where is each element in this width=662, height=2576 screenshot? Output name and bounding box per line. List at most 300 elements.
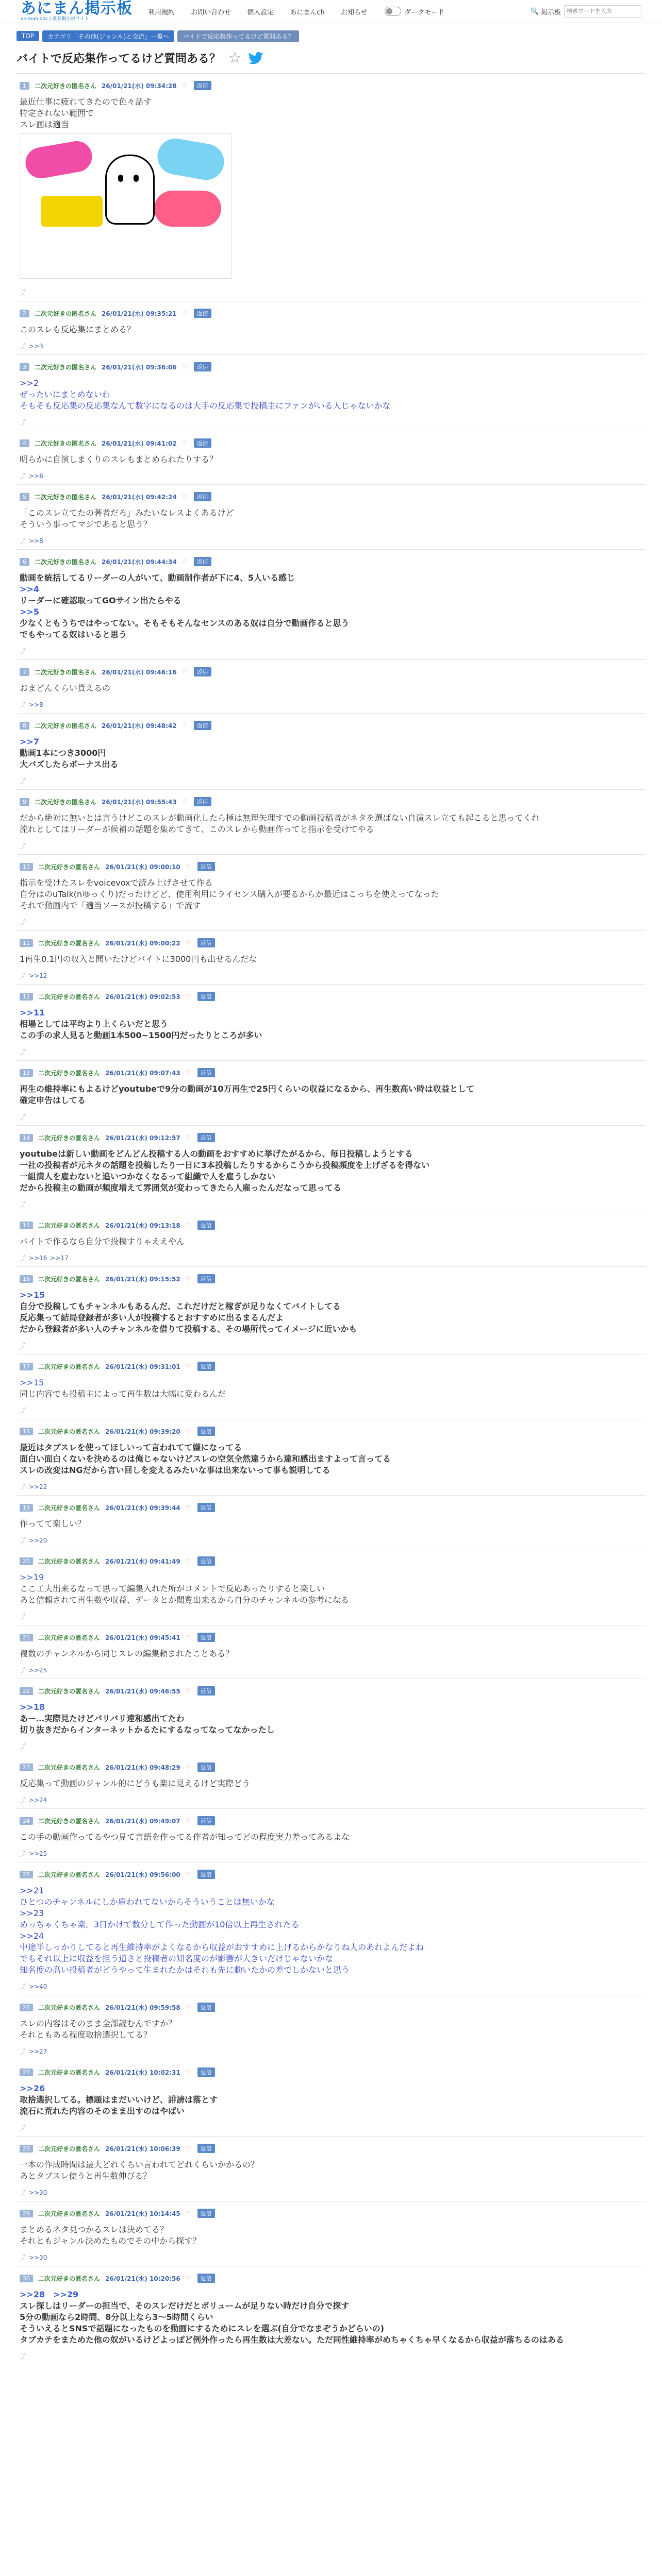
like-icon[interactable]: ♡ <box>181 363 188 370</box>
post-line[interactable]: >>7 <box>20 737 39 747</box>
reply-button[interactable]: 返信 <box>197 1816 215 1825</box>
post-line: 反応集って結局登録者が多い人が投稿するとおすすめに出るまるんだよ <box>20 1313 284 1323</box>
toggle-switch[interactable] <box>385 7 401 16</box>
post-number[interactable]: 8 <box>20 722 29 730</box>
reply-button[interactable]: 返信 <box>197 1068 215 1077</box>
post-number[interactable]: 13 <box>20 1069 33 1077</box>
like-icon[interactable]: ♡ <box>185 2004 191 2011</box>
reply-button[interactable]: 返信 <box>197 938 215 947</box>
post-line: 中途半しっかりしてると再生維持率がよくなるから収益がおすすめに上げるからかなりね人のあれよんだよね <box>20 1942 424 1952</box>
reply-button[interactable]: 返信 <box>197 992 215 1001</box>
reply-reference[interactable]: >>30 <box>29 2253 47 2261</box>
post-date: 26/01/21(水) 09:44:34 <box>102 558 177 566</box>
post-number[interactable]: 25 <box>20 1871 33 1878</box>
post-date: 26/01/21(水) 09:48:29 <box>105 1764 180 1771</box>
post-number[interactable]: 14 <box>20 1134 33 1142</box>
post-date: 26/01/21(水) 09:15:52 <box>105 1275 180 1283</box>
reply-button[interactable]: 返信 <box>194 492 211 501</box>
post-line: このスレも反応集にまとめる？ <box>20 325 136 334</box>
reply-reference[interactable]: >>40 <box>29 1982 47 1990</box>
reply-button[interactable]: 返信 <box>194 309 211 318</box>
post-footer <box>16 1847 646 1862</box>
post <box>16 1272 646 1354</box>
reply-reference[interactable]: >>3 <box>29 342 43 350</box>
nav-contact[interactable]: お問い合わせ <box>191 8 231 16</box>
like-icon[interactable]: ♡ <box>185 1134 191 1141</box>
post <box>16 1814 646 1862</box>
post-number[interactable]: 11 <box>20 939 33 947</box>
like-icon[interactable]: ♡ <box>181 722 188 729</box>
like-icon[interactable]: ♡ <box>181 82 188 89</box>
post-line: 複数のチャンネルから同じスレの編集頼まれたことある？ <box>20 1649 234 1658</box>
post-body <box>16 92 646 286</box>
post-number[interactable]: 10 <box>20 863 33 871</box>
poster-name: 二次元好きの匿名さん <box>38 1687 101 1695</box>
post-number[interactable]: 6 <box>20 558 29 566</box>
post-line: あー…実際見たけどバリバリ違和感出てたわ <box>20 1714 185 1723</box>
post-line[interactable]: >>23 <box>20 1908 44 1918</box>
post-line: 面白い面白くないを決めるのは俺じゃないけどスレの空気全然違うから違和感出ますよって言ってる <box>20 1454 391 1464</box>
post-number[interactable]: 19 <box>20 1504 33 1512</box>
like-icon[interactable]: ♡ <box>181 439 188 447</box>
post-body <box>16 450 646 469</box>
post-number[interactable]: 1 <box>20 82 29 90</box>
post-line: でもやってる奴はいると思う <box>20 630 127 639</box>
poster-name: 二次元好きの匿名さん <box>38 1557 101 1565</box>
post-meta <box>16 2065 646 2079</box>
poster-name: 二次元好きの匿名さん <box>38 2004 101 2011</box>
post-number[interactable]: 9 <box>20 798 29 806</box>
share-icon[interactable]: ⤴ <box>20 1983 26 1990</box>
search-input[interactable] <box>564 5 641 18</box>
poster-name: 二次元好きの匿名さん <box>38 993 101 1001</box>
reply-reference[interactable]: >>12 <box>29 972 47 979</box>
like-icon[interactable]: ♡ <box>185 1275 191 1282</box>
post-line: タブカテをまためた他の奴がいるけどよっぽど例外作ったら再生数は大差ない。ただ同性維持率がめちゃくちゃ早くなるから収益が落ちるのはある <box>20 2335 564 2345</box>
post-line: あとタブスレ使うと再生数伸びる？ <box>20 2171 152 2181</box>
post-line[interactable]: >>15 <box>20 1378 44 1387</box>
nav-terms[interactable]: 利用規約 <box>148 8 175 16</box>
reply-button[interactable]: 返信 <box>197 1221 215 1230</box>
reply-button[interactable]: 返信 <box>194 797 211 806</box>
post <box>16 1066 646 1126</box>
post-meta <box>16 1360 646 1373</box>
share-icon[interactable]: ⤴ <box>20 1850 26 1857</box>
post-number[interactable]: 16 <box>20 1275 33 1283</box>
post-footer <box>16 774 646 789</box>
like-icon[interactable]: ♡ <box>181 798 188 805</box>
like-icon[interactable]: ♡ <box>185 1222 191 1229</box>
like-icon[interactable]: ♡ <box>185 1363 191 1370</box>
like-icon[interactable]: ♡ <box>185 993 191 1000</box>
post-date: 26/01/21(水) 09:46:16 <box>102 668 177 676</box>
reply-button[interactable]: 返信 <box>194 557 211 566</box>
post <box>16 555 646 660</box>
nav-settings[interactable]: 個人設定 <box>247 8 274 16</box>
dark-mode-toggle[interactable] <box>385 7 444 16</box>
like-icon[interactable]: ♡ <box>185 1764 191 1771</box>
like-icon[interactable]: ♡ <box>185 1069 191 1076</box>
like-icon[interactable]: ♡ <box>185 863 191 870</box>
post-number[interactable]: 24 <box>20 1817 33 1825</box>
post-line[interactable]: >>28 >>29 <box>20 2290 79 2299</box>
poster-name: 二次元好きの匿名さん <box>38 863 101 871</box>
reply-reference[interactable]: >>22 <box>29 1483 47 1490</box>
poster-name: 二次元好きの匿名さん <box>38 1634 101 1641</box>
post-body <box>16 1881 646 1980</box>
post <box>16 1425 646 1496</box>
share-icon[interactable]: ⤴ <box>20 1537 26 1544</box>
post-line: 明らかに自演しまくりのスレもまとめられたりする？ <box>20 454 218 464</box>
post-line: そもそも反応集の反応集なんて数字になるのは大手の反応集で投稿主にファンがいる人じゃないかな <box>20 401 391 411</box>
poster-name: 二次元好きの匿名さん <box>35 439 97 447</box>
share-icon[interactable]: ⤴ <box>20 343 26 350</box>
post-meta <box>16 665 646 679</box>
post-date: 26/01/21(水) 09:46:55 <box>105 1687 180 1695</box>
post-date: 26/01/21(水) 09:34:28 <box>102 82 177 90</box>
star-icon[interactable]: ☆ <box>228 49 242 67</box>
post <box>16 436 646 485</box>
reply-button[interactable]: 返信 <box>197 862 215 871</box>
reply-button[interactable]: 返信 <box>197 2144 215 2153</box>
post-date: 26/01/21(水) 09:55:43 <box>102 798 177 806</box>
reply-button[interactable]: 返信 <box>197 2209 215 2218</box>
reply-button[interactable]: 返信 <box>197 2067 215 2077</box>
reply-button[interactable]: 返信 <box>197 1556 215 1566</box>
post-line: おまどんくらい貰えるの <box>20 683 111 693</box>
post <box>16 936 646 985</box>
poster-name: 二次元好きの匿名さん <box>38 1363 101 1370</box>
share-icon[interactable]: ⤴ <box>20 289 26 296</box>
post-line: 特定されない範囲で <box>20 108 94 118</box>
post <box>16 665 646 714</box>
post-footer <box>16 839 646 854</box>
reply-reference[interactable]: >>17 <box>50 1254 69 1262</box>
post-line: 一組満人を雇わないと追いつかなくなるって組織で人を雇うしかない <box>20 1172 276 1181</box>
post-line: 一本の作成時間は最大どれくらい言われてどれくらいかかるの？ <box>20 2160 259 2170</box>
post-body <box>16 1514 646 1534</box>
post-footer <box>16 2121 646 2136</box>
post-footer <box>16 1610 646 1625</box>
post-number[interactable]: 15 <box>20 1222 33 1229</box>
nav-news[interactable]: お知らせ <box>340 8 368 16</box>
post-meta <box>16 2207 646 2220</box>
post-line[interactable]: >>21 <box>20 1886 44 1895</box>
post-line: 反応集って動画のジャンル的にどうも楽に見えるけど実際どう <box>20 1778 251 1788</box>
share-icon[interactable]: ⤴ <box>20 537 26 545</box>
reply-reference[interactable]: >>6 <box>29 472 43 480</box>
post-line[interactable]: >>11 <box>20 1008 45 1018</box>
post-line: 切り抜きだからインターネットかるたにするなってなってなかったし <box>20 1725 275 1735</box>
post-number[interactable]: 4 <box>20 439 29 447</box>
like-icon[interactable]: ♡ <box>185 1634 191 1641</box>
reply-button[interactable]: 返信 <box>194 362 211 371</box>
post-footer <box>16 1198 646 1213</box>
reply-button[interactable]: 返信 <box>197 2274 215 2283</box>
post <box>16 2001 646 2060</box>
post-line: 「このスレ立てたの著者だろ」みたいなレスよくあるけど <box>20 508 234 518</box>
post-footer <box>16 1251 646 1266</box>
post-body <box>16 1373 646 1404</box>
logo-subtext: animan bbs | 匿名掲示板サイト <box>21 16 89 22</box>
share-icon[interactable]: ⤴ <box>20 842 26 850</box>
post-footer <box>16 1110 646 1125</box>
post-meta <box>16 2001 646 2014</box>
reply-button[interactable]: 返信 <box>197 1427 215 1436</box>
post-body <box>16 2079 646 2121</box>
twitter-share-icon[interactable] <box>248 52 263 64</box>
post-meta <box>16 1066 646 1079</box>
post-line[interactable]: >>18 <box>20 1702 45 1712</box>
reply-reference[interactable]: >>16 <box>29 1254 47 1262</box>
post-line: 少なくともうちではやってない。そもそもそんなセンスのある奴は自分で動画作ると思う <box>20 618 350 628</box>
reply-button[interactable]: 返信 <box>194 667 211 676</box>
post-body <box>16 1232 646 1251</box>
post-date: 26/01/21(水) 09:00:22 <box>105 939 180 947</box>
share-icon[interactable]: ⤴ <box>20 919 26 926</box>
post-number[interactable]: 12 <box>20 993 33 1001</box>
post-meta <box>16 1425 646 1438</box>
post-number[interactable]: 3 <box>20 363 29 371</box>
post-number[interactable]: 5 <box>20 493 29 501</box>
breadcrumb <box>16 30 646 42</box>
like-icon[interactable]: ♡ <box>181 493 188 500</box>
post <box>16 719 646 790</box>
like-icon[interactable]: ♡ <box>185 939 191 946</box>
reply-button[interactable]: 返信 <box>197 1762 215 1772</box>
poster-name: 二次元好きの匿名さん <box>38 1871 101 1878</box>
post-body <box>16 1003 646 1045</box>
like-icon[interactable]: ♡ <box>185 1557 191 1565</box>
reply-button[interactable]: 返信 <box>197 1633 215 1642</box>
post-body <box>16 1285 646 1339</box>
post-meta <box>16 990 646 1003</box>
post-meta <box>16 936 646 950</box>
post-line[interactable]: >>15 <box>20 1290 45 1300</box>
share-icon[interactable]: ⤴ <box>20 2048 26 2055</box>
post-line[interactable]: >>24 <box>20 1931 44 1941</box>
post <box>16 1631 646 1679</box>
post-line: バイトで作るなら自分で投稿すりゃええやん <box>20 1236 185 1246</box>
poster-name: 二次元好きの匿名さん <box>35 722 97 730</box>
share-icon[interactable]: ⤴ <box>20 1342 26 1349</box>
post-number[interactable]: 23 <box>20 1764 33 1771</box>
post-footer <box>16 2045 646 2060</box>
share-icon[interactable]: ⤴ <box>20 972 26 979</box>
post-line: あと信頼されて再生数や収益、データとか閲覧出来るから自分のチャンネルの参考になる <box>20 1595 350 1605</box>
reply-button[interactable]: 返信 <box>194 81 211 90</box>
share-icon[interactable]: ⤴ <box>20 1797 26 1804</box>
share-icon[interactable]: ⤴ <box>20 701 26 708</box>
post <box>16 1501 646 1549</box>
post-line: それで動画内で「適当ソースが投稿する」で流す <box>20 901 201 910</box>
reply-reference[interactable]: >>27 <box>29 2047 47 2055</box>
like-icon[interactable]: ♡ <box>185 1504 191 1511</box>
post <box>16 990 646 1061</box>
breadcrumb-category[interactable]: カテゴリ「その他(ジャンル)と交流」一覧へ <box>42 30 174 42</box>
post-number[interactable]: 18 <box>20 1428 33 1435</box>
post-date: 26/01/21(水) 09:39:44 <box>105 1504 180 1512</box>
search-icon[interactable]: 🔍 <box>530 7 539 15</box>
share-icon[interactable]: ⤴ <box>20 1113 26 1121</box>
reply-reference[interactable]: >>8 <box>29 701 43 708</box>
post-line: 同じ内容でも投稿主によって再生数は大幅に変わるんだ <box>20 1389 226 1399</box>
post-meta <box>16 360 646 374</box>
share-icon[interactable]: ⤴ <box>20 2353 26 2360</box>
reply-button[interactable]: 返信 <box>194 438 211 448</box>
poster-name: 二次元好きの匿名さん <box>38 1275 101 1283</box>
post-meta <box>16 795 646 808</box>
share-icon[interactable]: ⤴ <box>20 777 26 785</box>
like-icon[interactable]: ♡ <box>181 310 188 317</box>
post-line[interactable]: >>2 <box>20 378 39 388</box>
post-line: でもそれ以上に収益を担う道さと投稿者の知名度のが影響が大きいだけじゃないかな <box>20 1954 334 1963</box>
share-icon[interactable]: ⤴ <box>20 1483 26 1490</box>
post-date: 26/01/21(水) 09:41:02 <box>102 439 177 447</box>
post-line[interactable]: >>26 <box>20 2083 45 2093</box>
reply-reference[interactable]: >>25 <box>29 1850 47 1857</box>
post <box>16 1760 646 1809</box>
reply-reference[interactable]: >>25 <box>29 1666 47 1674</box>
post-footer <box>16 2251 646 2266</box>
post-number[interactable]: 20 <box>20 1557 33 1565</box>
post-number[interactable]: 29 <box>20 2210 33 2217</box>
reply-button[interactable]: 返信 <box>197 1362 215 1371</box>
post-date: 26/01/21(水) 09:48:42 <box>102 722 177 730</box>
reply-button[interactable]: 返信 <box>197 1870 215 1879</box>
like-icon[interactable]: ♡ <box>185 1687 191 1694</box>
logo-text[interactable]: あにまん掲示板 <box>21 0 133 18</box>
share-icon[interactable]: ⤴ <box>20 1613 26 1620</box>
reply-reference[interactable]: >>24 <box>29 1796 47 1804</box>
share-icon[interactable]: ⤴ <box>20 1743 26 1750</box>
post-meta <box>16 1631 646 1644</box>
post-line: ここ工夫出来るなって思って編集入れた所がコメントで反応あったりすると楽しい <box>20 1584 325 1594</box>
post-number[interactable]: 28 <box>20 2145 33 2153</box>
share-icon[interactable]: ⤴ <box>20 1255 26 1262</box>
post <box>16 1131 646 1213</box>
post-number[interactable]: 22 <box>20 1687 33 1695</box>
post-line[interactable]: >>5 <box>20 607 39 617</box>
post-line[interactable]: >>19 <box>20 1572 44 1582</box>
reply-button[interactable]: 返信 <box>194 721 211 730</box>
post-line: 相場としては平均より上くらいだと思う <box>20 1019 169 1029</box>
post-line: そういう事ってマジであると思う？ <box>20 519 152 529</box>
search-scope[interactable]: 掲示板 <box>540 8 561 16</box>
like-icon[interactable]: ♡ <box>185 1871 191 1878</box>
post-meta <box>16 2142 646 2155</box>
dark-mode-label: ダークモード <box>404 8 444 16</box>
share-icon[interactable]: ⤴ <box>20 2189 26 2196</box>
post-footer <box>16 1339 646 1354</box>
poster-name: 二次元好きの匿名さん <box>35 668 97 676</box>
share-icon[interactable]: ⤴ <box>20 648 26 655</box>
site-header <box>0 0 662 23</box>
post-date: 26/01/21(水) 09:36:06 <box>102 363 177 371</box>
post-body <box>16 1438 646 1480</box>
post-date: 26/01/21(水) 10:14:45 <box>105 2210 180 2217</box>
post-footer <box>16 969 646 984</box>
post <box>16 490 646 550</box>
reply-reference[interactable]: >>20 <box>29 1536 47 1544</box>
post-meta <box>16 490 646 503</box>
post-number[interactable]: 26 <box>20 2004 33 2011</box>
reply-reference[interactable]: >>8 <box>29 537 43 545</box>
post <box>16 2207 646 2266</box>
share-icon[interactable]: ⤴ <box>20 472 26 480</box>
reply-button[interactable]: 返信 <box>197 1133 215 1142</box>
post-line[interactable]: >>4 <box>20 584 39 594</box>
share-icon[interactable]: ⤴ <box>20 419 26 426</box>
reply-button[interactable]: 返信 <box>197 1274 215 1283</box>
nav-animanch[interactable]: あにまんch <box>290 8 325 16</box>
post-date: 26/01/21(水) 09:02:53 <box>105 993 180 1001</box>
post-meta <box>16 719 646 732</box>
post-meta <box>16 1684 646 1698</box>
post-line: 最近仕事に疲れてきたので色々話す <box>20 97 152 107</box>
post-line: この手の動画作ってるやつ見て言語を作ってる作者が知ってどの程度実力差ってあるよな <box>20 1832 350 1842</box>
post-footer <box>16 416 646 431</box>
reply-reference[interactable]: >>30 <box>29 2189 47 2196</box>
share-icon[interactable]: ⤴ <box>20 1407 26 1414</box>
share-icon[interactable]: ⤴ <box>20 1201 26 1208</box>
share-icon[interactable]: ⤴ <box>20 1667 26 1674</box>
breadcrumb-top[interactable]: TOP <box>16 31 39 41</box>
like-icon[interactable]: ♡ <box>185 2210 191 2217</box>
site-logo[interactable] <box>21 1 133 22</box>
post-date: 26/01/21(水) 09:35:21 <box>102 310 177 317</box>
post-number[interactable]: 7 <box>20 668 29 676</box>
like-icon[interactable]: ♡ <box>185 2145 191 2152</box>
post-number[interactable]: 27 <box>20 2069 33 2076</box>
post-date: 26/01/21(水) 09:59:58 <box>105 2004 180 2011</box>
breadcrumb-current: バイトで反応集作ってるけど質問ある？ <box>177 30 299 42</box>
poster-name: 二次元好きの匿名さん <box>35 363 97 371</box>
like-icon[interactable]: ♡ <box>181 558 188 565</box>
post-line: スレ画は適当 <box>20 120 70 129</box>
share-icon[interactable]: ⤴ <box>20 2124 26 2131</box>
reply-button[interactable]: 返信 <box>197 2003 215 2012</box>
like-icon[interactable]: ♡ <box>185 2275 191 2282</box>
post-number[interactable]: 21 <box>20 1634 33 1641</box>
share-icon[interactable]: ⤴ <box>20 2254 26 2261</box>
post-body <box>16 873 646 916</box>
post-date: 26/01/21(水) 09:42:24 <box>102 493 177 501</box>
post-body <box>16 732 646 774</box>
reply-button[interactable]: 返信 <box>197 1503 215 1512</box>
post-body <box>16 1079 646 1110</box>
poster-name: 二次元好きの匿名さん <box>38 1428 101 1435</box>
like-icon[interactable]: ♡ <box>181 668 188 675</box>
post-body <box>16 2155 646 2186</box>
reply-button[interactable]: 返信 <box>197 1686 215 1696</box>
post-line: 流石に荒れた内容のそのまま出すのはやばい <box>20 2106 185 2116</box>
post-number[interactable]: 2 <box>20 310 29 317</box>
post-number[interactable]: 30 <box>20 2275 33 2282</box>
thread-image[interactable] <box>20 133 232 279</box>
like-icon[interactable]: ♡ <box>185 1428 191 1435</box>
post-line: 作ってて楽しい？ <box>20 1519 86 1529</box>
like-icon[interactable]: ♡ <box>185 2069 191 2076</box>
share-icon[interactable]: ⤴ <box>20 1048 26 1056</box>
like-icon[interactable]: ♡ <box>185 1817 191 1824</box>
post-footer <box>16 286 646 301</box>
post-number[interactable]: 17 <box>20 1363 33 1370</box>
post-footer <box>16 916 646 930</box>
post-date: 26/01/21(水) 09:13:18 <box>105 1222 180 1229</box>
post-meta <box>16 1554 646 1568</box>
post-footer <box>16 1045 646 1060</box>
